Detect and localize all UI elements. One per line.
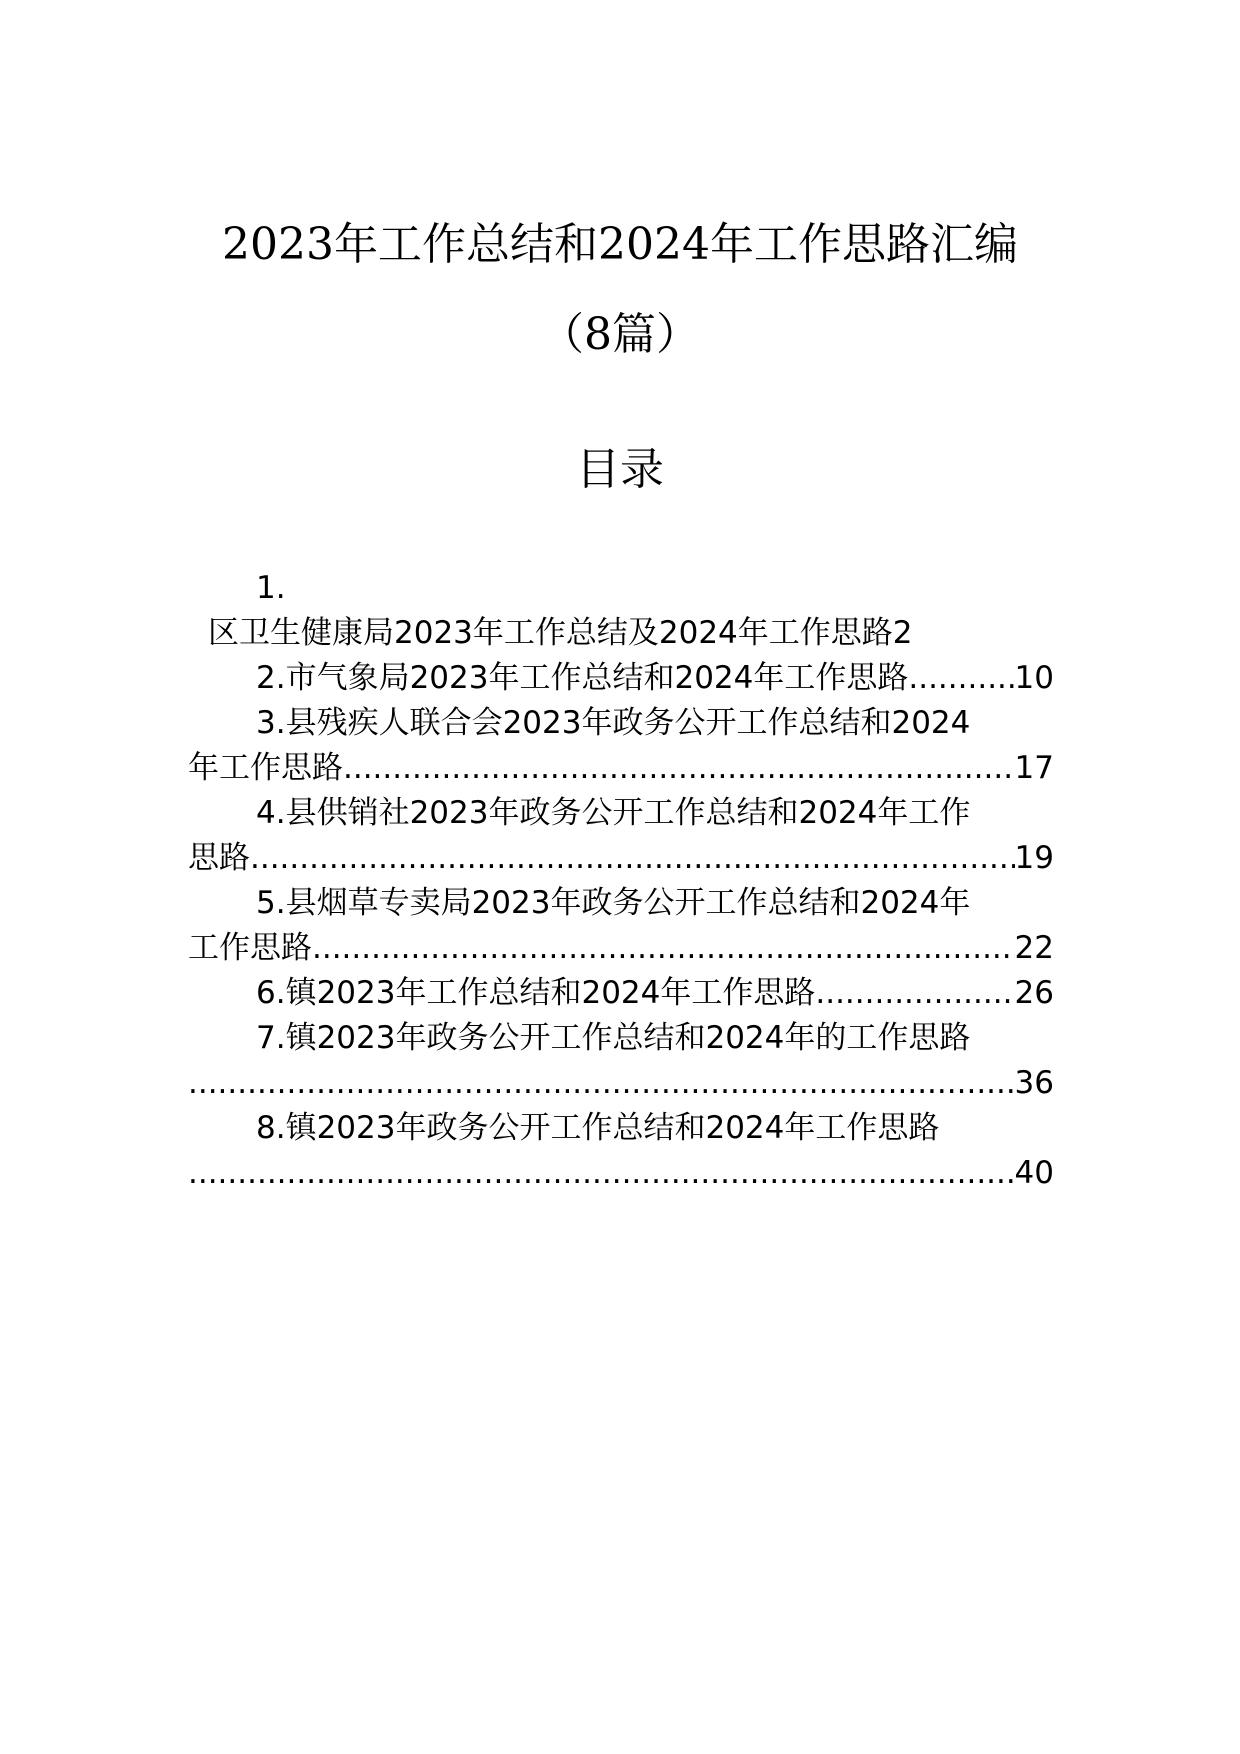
toc-entry-6[interactable] [256,970,1054,1016]
toc-entry-text: 2.市气象局2023年工作总结和2024年工作思路 [256,660,909,696]
document-subtitle-count: （8篇） [540,309,700,360]
toc-entry-text-continued: 思路 [188,840,250,876]
toc-dot-leader [343,745,1015,791]
toc-entry-page: 19 [1014,840,1054,876]
toc-dot-leader [312,925,1015,971]
toc-entry-7-line2[interactable] [188,1060,1054,1106]
toc-entry-page: 26 [1014,975,1054,1011]
toc-entry-number: 1. [256,570,286,606]
toc-entry-page: 36 [1014,1065,1054,1101]
toc-entry-text: 7.镇2023年政务公开工作总结和2024年的工作思路 [256,1020,971,1056]
toc-entry-1[interactable] [208,610,1054,656]
toc-dot-leader [250,835,1015,881]
toc-entry-3-line2[interactable] [188,745,1054,791]
toc-entry-8-line2[interactable] [188,1150,1054,1196]
toc-entry-8-line1[interactable] [256,1105,1054,1151]
toc-entry-page: 2 [892,615,913,651]
toc-entry-7-line1[interactable] [256,1015,1054,1061]
toc-dot-leader [188,1150,1015,1196]
document-title: 2023年工作总结和2024年工作思路汇编 [222,219,1018,270]
toc-dot-leader [188,1060,1015,1106]
toc-entry-4-line1[interactable] [256,790,1054,836]
toc-dot-leader [908,655,1014,701]
toc-entry-text: 3.县残疾人联合会2023年政务公开工作总结和2024 [256,705,971,741]
toc-entry-page: 40 [1014,1155,1054,1191]
toc-entry-page: 10 [1014,660,1054,696]
toc-entry-text: 6.镇2023年工作总结和2024年工作思路 [256,975,816,1011]
toc-entry-1-number[interactable] [256,565,1054,611]
toc-entry-text-continued: 工作思路 [188,930,312,966]
toc-entry-text: 5.县烟草专卖局2023年政务公开工作总结和2024年 [256,885,971,921]
toc-entry-2[interactable] [256,655,1054,701]
toc-entry-text-continued: 年工作思路 [188,750,343,786]
toc-entry-page: 22 [1014,930,1054,966]
toc-entry-3-line1[interactable] [256,700,1054,746]
toc-entry-5-line1[interactable] [256,880,1054,926]
toc-entry-page: 17 [1014,750,1054,786]
toc-entry-5-line2[interactable] [188,925,1054,971]
toc-entry-text: 4.县供销社2023年政务公开工作总结和2024年工作 [256,795,971,831]
toc-entry-4-line2[interactable] [188,835,1054,881]
toc-dot-leader [815,970,1014,1016]
toc-heading: 目录 [576,444,664,495]
toc-entry-text: 区卫生健康局2023年工作总结及2024年工作思路 [208,615,893,651]
toc-entry-text: 8.镇2023年政务公开工作总结和2024年工作思路 [256,1110,940,1146]
